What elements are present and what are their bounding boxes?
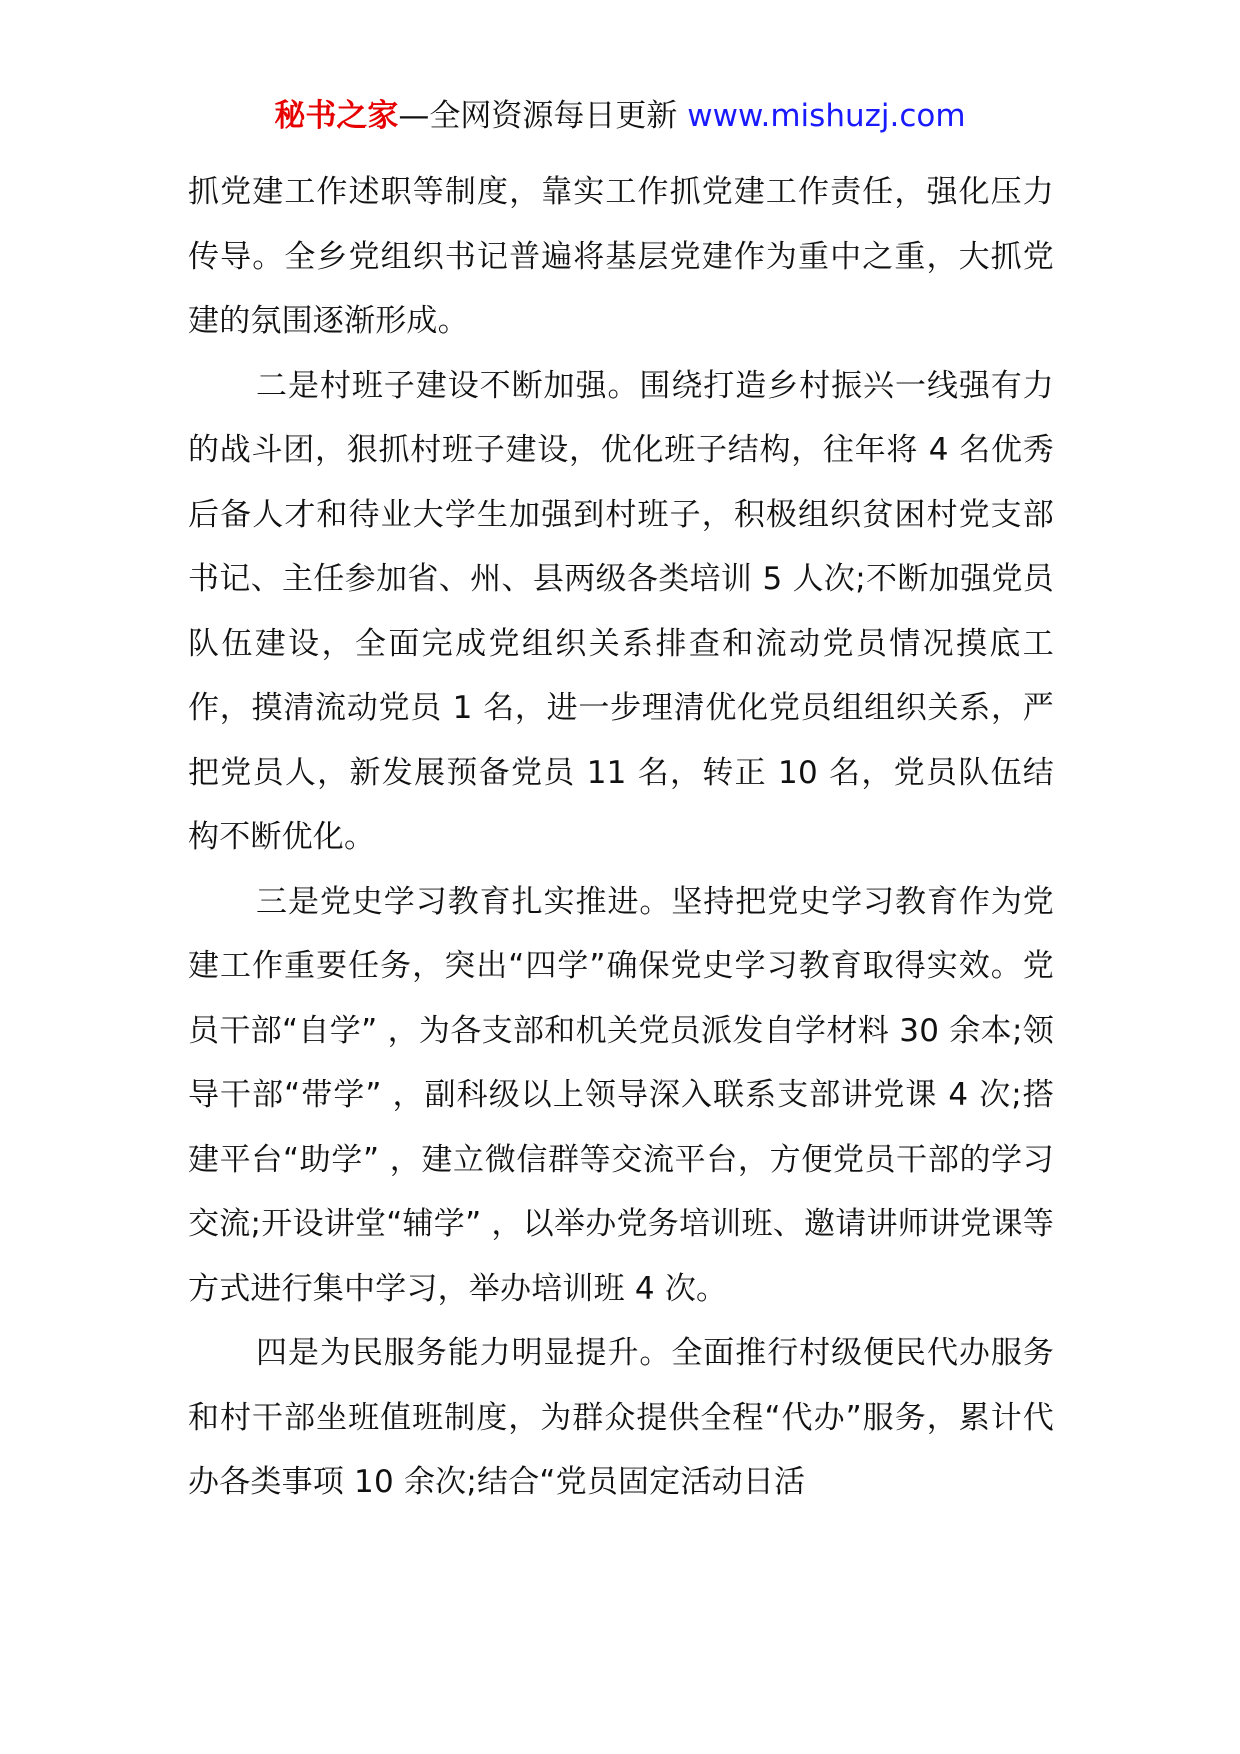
- paragraph-continuation: 抓党建工作述职等制度，靠实工作抓党建工作责任，强化压力传导。全乡党组织书记普遍将基层党建作为重中之重，大抓党建的氛围逐渐形成。: [188, 174, 1054, 339]
- paragraph-party-history-study: 三是党史学习教育扎实推进。坚持把党史学习教育作为党建工作重要任务，突出“四学”确保党史学习教育取得实效。党员干部“自学” ，为各支部和机关党员派发自学材料 30 余本;领导干部“带学” ，副科级以上领导深入联系支部讲党课 4 次;搭建平台“助学” ，建立微信群等交流平台，方便党员干部的学习交流;开设讲堂“辅学” ，以举办党务培训班、邀请讲师讲党课等方式进行集中学习，举办培训班 4 次。: [188, 883, 1054, 1307]
- paragraph-public-service: 四是为民服务能力明显提升。全面推行村级便民代办服务和村干部坐班值班制度，为群众提供全程“代办”服务，累计代办各类事项 10 余次;结合“党员固定活动日活: [188, 1335, 1054, 1500]
- site-header: [0, 96, 1240, 136]
- site-url-link[interactable]: www.mishuzj.com: [687, 98, 966, 134]
- paragraph-village-teams: 二是村班子建设不断加强。围绕打造乡村振兴一线强有力的战斗团，狠抓村班子建设，优化班子结构，往年将 4 名优秀后备人才和待业大学生加强到村班子，积极组织贫困村党支部书记、主任参加省、州、县两级各类培训 5 人次;不断加强党员队伍建设，全面完成党组织关系排查和流动党员情况摸底工作，摸清流动党员 1 名，进一步理清优化党员组组织关系，严把党员人，新发展预备党员 11 名，转正 10 名，党员队伍结构不断优化。: [188, 367, 1054, 855]
- header-tagline: —全网资源每日更新: [398, 98, 678, 134]
- document-body: [188, 160, 1054, 1515]
- brand-name: 秘书之家: [274, 98, 399, 134]
